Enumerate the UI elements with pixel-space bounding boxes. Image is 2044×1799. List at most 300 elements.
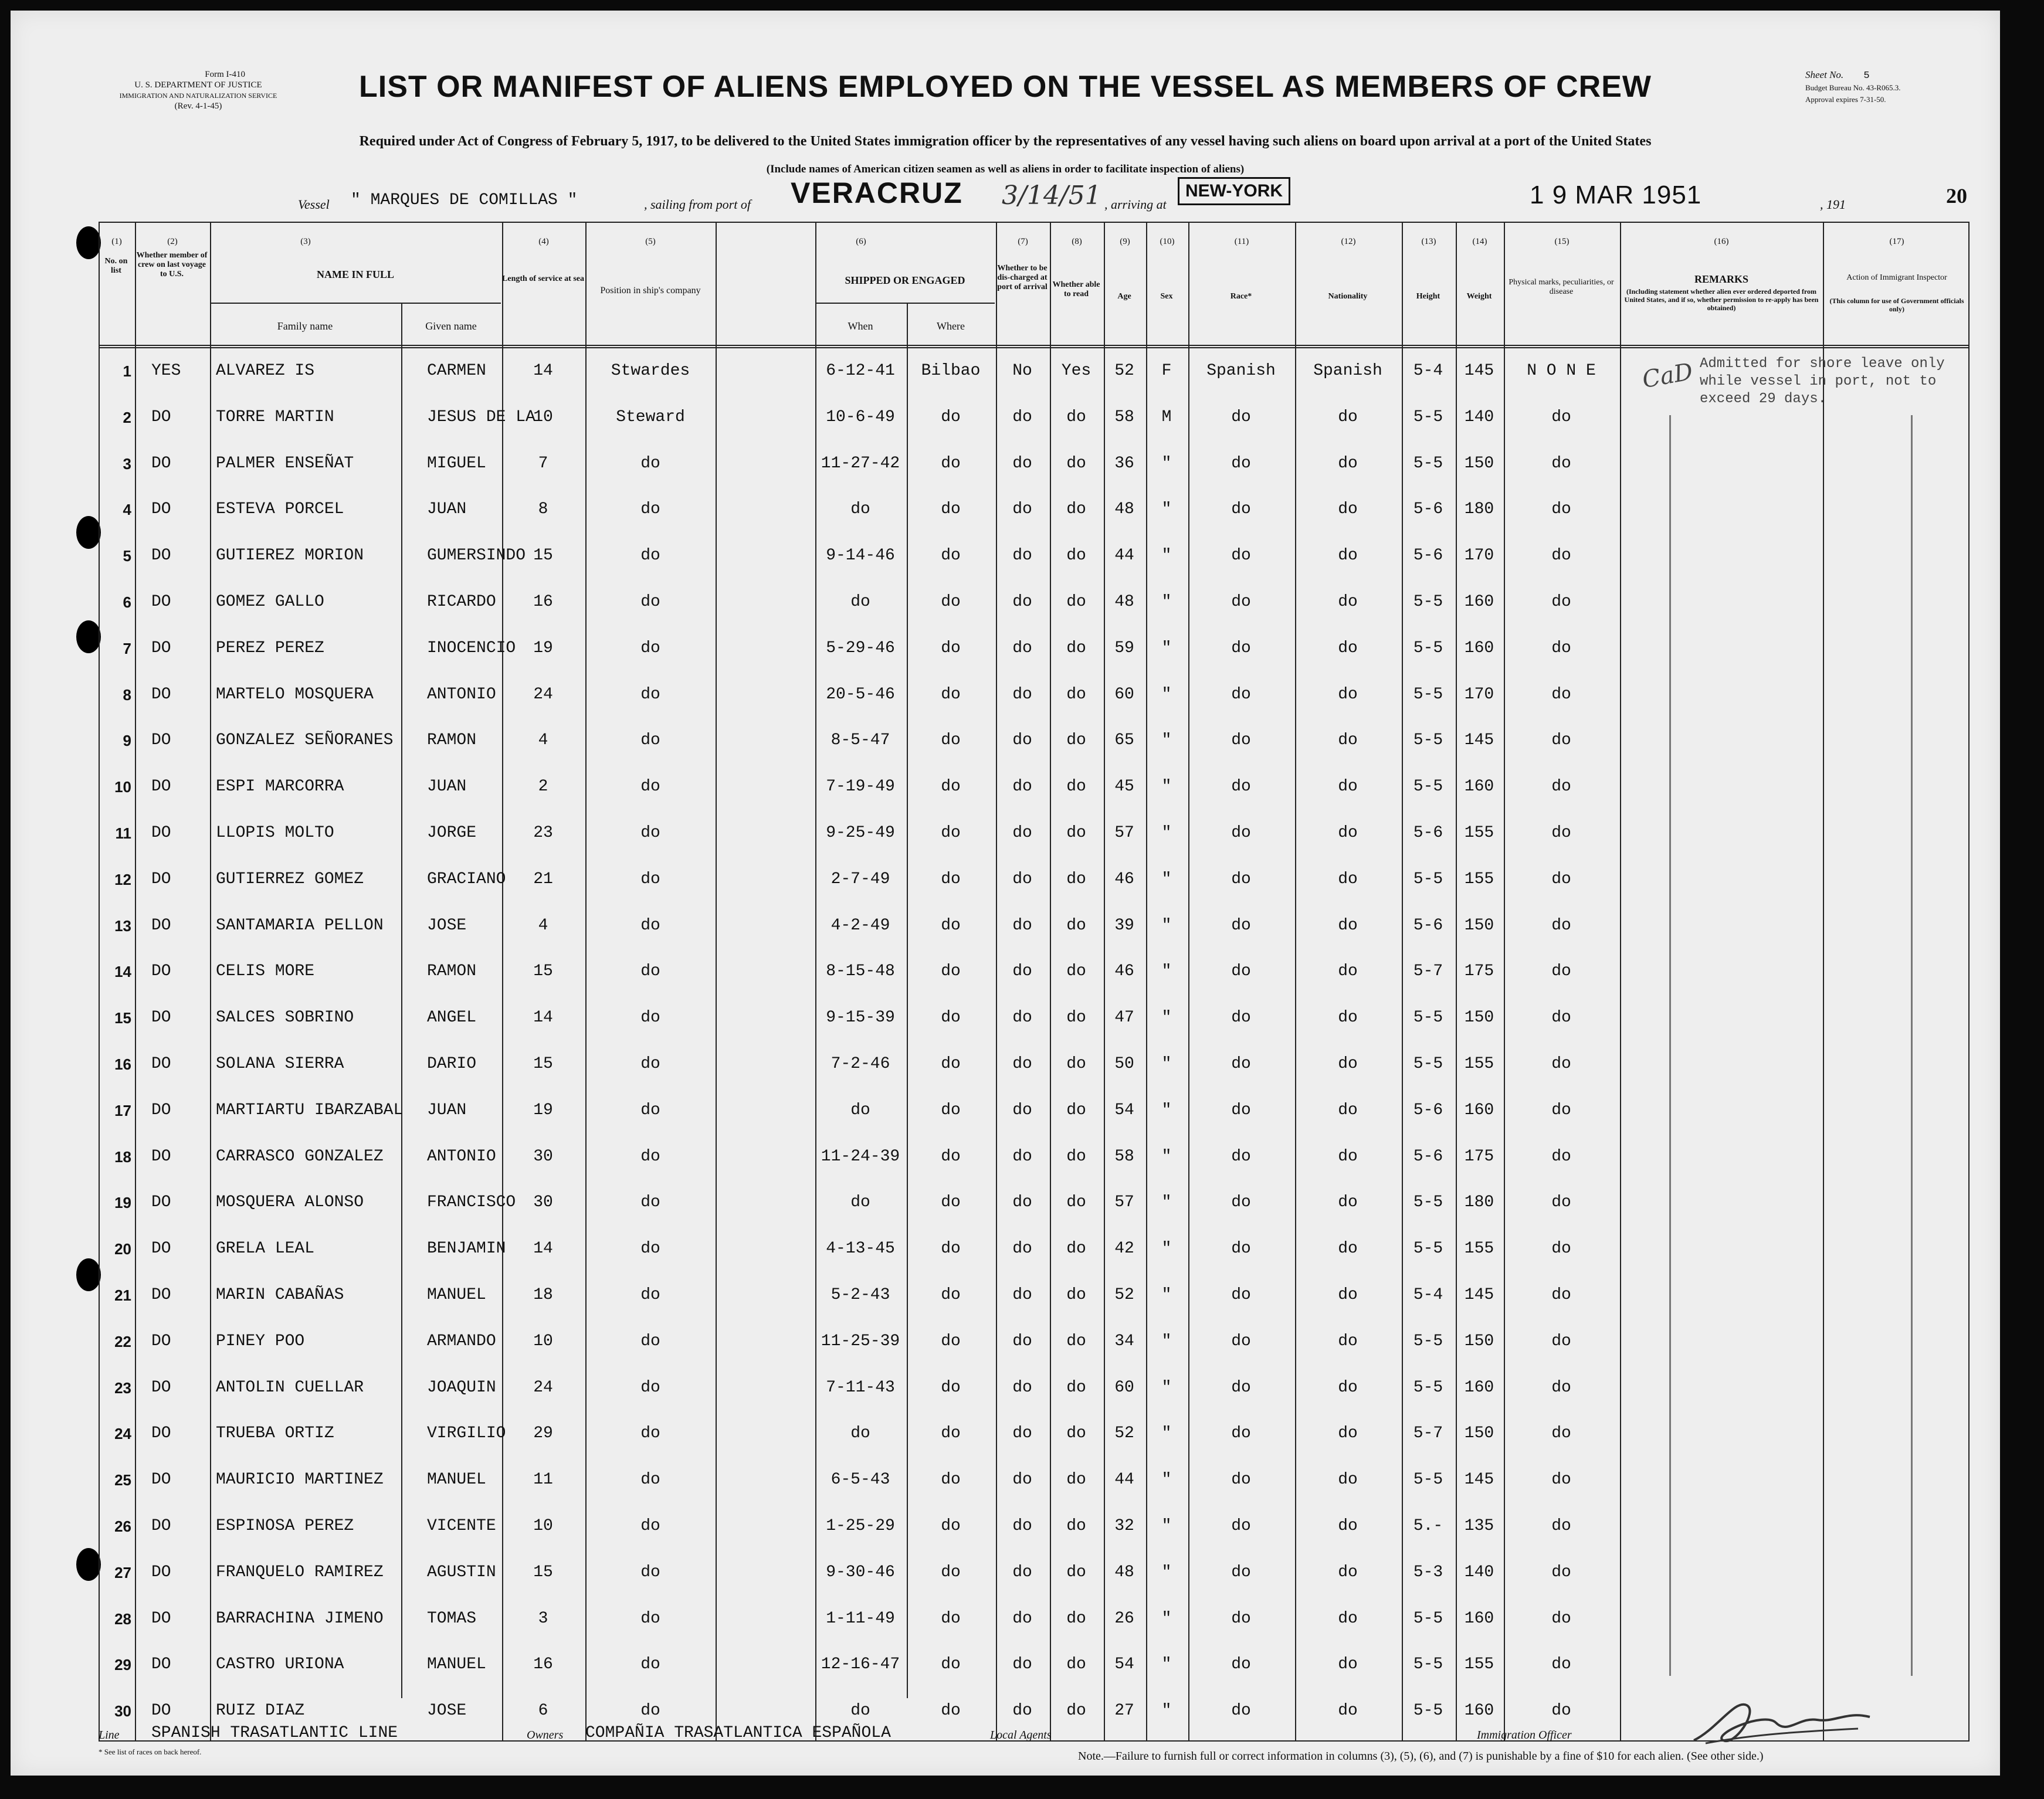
cell-sex: " xyxy=(1161,1655,1172,1674)
cell-disch: do xyxy=(1012,824,1032,842)
cell-where: Bilbao xyxy=(921,362,981,380)
cell-ht: 5-5 xyxy=(1413,593,1443,611)
cell-prev: DO xyxy=(151,500,171,519)
cell-sex: " xyxy=(1161,1517,1172,1535)
table-row xyxy=(99,996,1970,1040)
cell-sex: " xyxy=(1161,1702,1172,1720)
cell-phys: do xyxy=(1551,1286,1571,1304)
cell-sex: " xyxy=(1161,1240,1172,1258)
cell-pos: do xyxy=(640,1702,660,1720)
cell-pos: do xyxy=(640,1193,660,1212)
cell-nat: do xyxy=(1338,500,1358,519)
cell-where: do xyxy=(941,454,961,473)
cell-sex: " xyxy=(1161,1609,1172,1628)
cell-disch: No xyxy=(1012,362,1032,380)
cell-disch: do xyxy=(1012,916,1032,935)
cell-where: do xyxy=(941,1471,961,1489)
remarks-initials: CaD xyxy=(1640,358,1695,394)
cell-prev: DO xyxy=(151,962,171,981)
cell-sex: " xyxy=(1161,1424,1172,1443)
cell-phys: do xyxy=(1551,593,1571,611)
cell-nat: do xyxy=(1338,1286,1358,1304)
table-row xyxy=(99,1320,1970,1363)
cell-given: ANTONIO xyxy=(427,1147,496,1166)
cell-ht: 5-5 xyxy=(1413,408,1443,426)
cell-n: 25 xyxy=(114,1471,131,1489)
table-row xyxy=(99,1412,1970,1455)
cell-sex: " xyxy=(1161,454,1172,473)
cell-ht: 5-5 xyxy=(1413,1055,1443,1073)
cell-family: GONZALEZ SEÑORANES xyxy=(216,731,394,750)
cell-len: 10 xyxy=(533,1517,553,1535)
cell-age: 45 xyxy=(1114,778,1134,796)
cell-when: 1-11-49 xyxy=(826,1609,895,1628)
cell-len: 30 xyxy=(533,1147,553,1166)
cell-family: TORRE MARTIN xyxy=(216,408,334,426)
cell-read: do xyxy=(1066,731,1086,750)
hdr-when: When xyxy=(848,320,873,332)
cell-n: 26 xyxy=(114,1518,131,1535)
cell-n: 7 xyxy=(123,639,131,657)
hdr-race: Race* xyxy=(1230,292,1252,301)
cell-len: 14 xyxy=(533,1009,553,1027)
cell-pos: do xyxy=(640,1563,660,1581)
table-row xyxy=(99,1643,1970,1686)
cell-read: do xyxy=(1066,1517,1086,1535)
cell-prev: DO xyxy=(151,1702,171,1720)
cell-wt: 140 xyxy=(1464,1563,1494,1581)
cell-read: Yes xyxy=(1061,362,1092,380)
cell-prev: DO xyxy=(151,1424,171,1443)
cell-nat: do xyxy=(1338,1702,1358,1720)
cell-when: 20-5-46 xyxy=(826,685,895,704)
cell-len: 30 xyxy=(533,1193,553,1212)
cell-prev: DO xyxy=(151,870,171,888)
cell-nat: Spanish xyxy=(1313,362,1382,380)
cell-nat: do xyxy=(1338,916,1358,935)
hdr-given-name: Given name xyxy=(425,320,477,332)
cell-when: do xyxy=(850,1101,870,1119)
officer-signature xyxy=(1682,1688,1882,1758)
cell-ht: 5-5 xyxy=(1413,1193,1443,1212)
cell-prev: DO xyxy=(151,1378,171,1397)
sailing-label: , sailing from port of xyxy=(644,197,751,212)
cell-given: JUAN xyxy=(427,1101,467,1119)
cell-read: do xyxy=(1066,962,1086,981)
cell-ht: 5-4 xyxy=(1413,362,1443,380)
cell-len: 21 xyxy=(533,870,553,888)
cell-len: 19 xyxy=(533,639,553,657)
cell-read: do xyxy=(1066,1332,1086,1350)
cell-age: 48 xyxy=(1114,593,1134,611)
cell-wt: 160 xyxy=(1464,778,1494,796)
cell-disch: do xyxy=(1012,454,1032,473)
cell-wt: 150 xyxy=(1464,916,1494,935)
cell-race: do xyxy=(1231,1517,1251,1535)
hdr-where: Where xyxy=(937,320,965,332)
cell-len: 10 xyxy=(533,1332,553,1350)
cell-age: 48 xyxy=(1114,1563,1134,1581)
cell-sex: " xyxy=(1161,685,1172,704)
cell-len: 15 xyxy=(533,962,553,981)
cell-pos: do xyxy=(640,1147,660,1166)
cell-ht: 5-3 xyxy=(1413,1563,1443,1581)
hdr-member-prev: Whether member of crew on last voyage to U.S. xyxy=(136,251,208,279)
cell-age: 42 xyxy=(1114,1240,1134,1258)
cell-given: INOCENCIO xyxy=(427,639,516,657)
cell-when: 1-25-29 xyxy=(826,1517,895,1535)
cell-family: ANTOLIN CUELLAR xyxy=(216,1378,364,1397)
cell-pos: do xyxy=(640,547,660,565)
table-row xyxy=(99,1089,1970,1132)
cell-age: 65 xyxy=(1114,731,1134,750)
cell-disch: do xyxy=(1012,547,1032,565)
port-from-stamp: VERACRUZ xyxy=(791,176,963,209)
cell-len: 10 xyxy=(533,408,553,426)
cell-when: 12-16-47 xyxy=(821,1655,900,1674)
agents-label: Local Agents xyxy=(990,1729,1052,1742)
cell-where: do xyxy=(941,1332,961,1350)
cell-where: do xyxy=(941,593,961,611)
cell-disch: do xyxy=(1012,1563,1032,1581)
cell-disch: do xyxy=(1012,1101,1032,1119)
cell-family: MAURICIO MARTINEZ xyxy=(216,1471,384,1489)
cell-wt: 180 xyxy=(1464,500,1494,519)
hdr-action-sub: (This column for use of Government officials only) xyxy=(1829,297,1964,313)
cell-age: 60 xyxy=(1114,1378,1134,1397)
cell-prev: DO xyxy=(151,1147,171,1166)
hdr-weight: Weight xyxy=(1466,292,1492,301)
cell-len: 11 xyxy=(533,1471,553,1489)
cell-race: Spanish xyxy=(1206,362,1276,380)
table-row xyxy=(99,581,1970,624)
table-row xyxy=(99,765,1970,809)
races-note: * See list of races on back hereof. xyxy=(99,1747,202,1756)
cell-phys: do xyxy=(1551,1424,1571,1443)
cell-prev: DO xyxy=(151,1655,171,1674)
cell-disch: do xyxy=(1012,639,1032,657)
cell-phys: do xyxy=(1551,1517,1571,1535)
cell-read: do xyxy=(1066,1471,1086,1489)
cell-family: ESPI MARCORRA xyxy=(216,778,344,796)
cell-when: 6-5-43 xyxy=(831,1471,890,1489)
cell-when: 10-6-49 xyxy=(826,408,895,426)
cell-where: do xyxy=(941,1147,961,1166)
cell-wt: 150 xyxy=(1464,454,1494,473)
cell-sex: " xyxy=(1161,547,1172,565)
cell-disch: do xyxy=(1012,870,1032,888)
cell-given: ANGEL xyxy=(427,1009,477,1027)
cell-when: 9-25-49 xyxy=(826,824,895,842)
cell-n: 1 xyxy=(123,362,131,380)
cell-sex: M xyxy=(1161,408,1172,426)
table-row xyxy=(99,719,1970,762)
table-row xyxy=(99,627,1970,670)
cell-disch: do xyxy=(1012,1055,1032,1073)
cell-ht: 5-5 xyxy=(1413,685,1443,704)
cell-phys: do xyxy=(1551,408,1571,426)
cell-nat: do xyxy=(1338,639,1358,657)
cell-sex: " xyxy=(1161,1332,1172,1350)
table-row xyxy=(99,488,1970,531)
cell-pos: do xyxy=(640,824,660,842)
cell-n: 22 xyxy=(114,1332,131,1350)
cell-where: do xyxy=(941,1702,961,1720)
cell-n: 18 xyxy=(114,1148,131,1166)
cell-when: do xyxy=(850,1702,870,1720)
cell-disch: do xyxy=(1012,1378,1032,1397)
cell-given: JOAQUIN xyxy=(427,1378,496,1397)
cell-age: 26 xyxy=(1114,1609,1134,1628)
cell-family: MARIN CABAÑAS xyxy=(216,1286,344,1304)
cell-age: 60 xyxy=(1114,685,1134,704)
cell-family: MARTIARTU IBARZABAL xyxy=(216,1101,404,1119)
cell-len: 14 xyxy=(533,362,553,380)
column-number: (6) xyxy=(856,237,866,246)
cell-phys: do xyxy=(1551,500,1571,519)
cell-wt: 160 xyxy=(1464,593,1494,611)
cell-where: do xyxy=(941,1055,961,1073)
cell-when: 11-25-39 xyxy=(821,1332,900,1350)
cell-prev: DO xyxy=(151,1609,171,1628)
cell-given: AGUSTIN xyxy=(427,1563,496,1581)
cell-where: do xyxy=(941,685,961,704)
cell-when: 4-2-49 xyxy=(831,916,890,935)
table-row xyxy=(99,858,1970,901)
hdr-action: Action of Immigrant Inspector xyxy=(1846,273,1947,282)
cell-read: do xyxy=(1066,1240,1086,1258)
cell-read: do xyxy=(1066,1563,1086,1581)
cell-nat: do xyxy=(1338,870,1358,888)
cell-read: do xyxy=(1066,593,1086,611)
cell-len: 2 xyxy=(538,778,548,796)
cell-pos: do xyxy=(640,731,660,750)
cell-ht: 5-7 xyxy=(1413,962,1443,981)
cell-phys: do xyxy=(1551,870,1571,888)
cell-read: do xyxy=(1066,1101,1086,1119)
cell-sex: " xyxy=(1161,778,1172,796)
cell-nat: do xyxy=(1338,408,1358,426)
cell-age: 58 xyxy=(1114,1147,1134,1166)
cell-nat: do xyxy=(1338,1240,1358,1258)
cell-when: 11-27-42 xyxy=(821,454,900,473)
cell-family: CARRASCO GONZALEZ xyxy=(216,1147,384,1166)
cell-disch: do xyxy=(1012,1424,1032,1443)
cell-len: 24 xyxy=(533,685,553,704)
cell-family: SOLANA SIERRA xyxy=(216,1055,344,1073)
cell-sex: " xyxy=(1161,1471,1172,1489)
shipped-subrule xyxy=(815,303,995,304)
hdr-remarks: REMARKS xyxy=(1694,273,1748,285)
line-label: Line xyxy=(99,1729,120,1742)
cell-phys: do xyxy=(1551,1702,1571,1720)
cell-prev: DO xyxy=(151,454,171,473)
cell-age: 58 xyxy=(1114,408,1134,426)
cell-wt: 160 xyxy=(1464,1378,1494,1397)
cell-prev: DO xyxy=(151,593,171,611)
cell-when: 8-5-47 xyxy=(831,731,890,750)
cell-disch: do xyxy=(1012,1147,1032,1166)
cell-nat: do xyxy=(1338,685,1358,704)
cell-when: 5-29-46 xyxy=(826,639,895,657)
column-number: (9) xyxy=(1120,237,1130,246)
owners-value: COMPAÑIA TRASATLANTICA ESPAÑOLA xyxy=(585,1724,891,1742)
punch-hole xyxy=(76,620,101,653)
table-row xyxy=(99,904,1970,948)
column-number: (16) xyxy=(1714,237,1729,246)
cell-age: 44 xyxy=(1114,1471,1134,1489)
cell-ht: 5-5 xyxy=(1413,870,1443,888)
cell-age: 39 xyxy=(1114,916,1134,935)
cell-race: do xyxy=(1231,1240,1251,1258)
cell-family: GUTIEREZ MORION xyxy=(216,547,364,565)
cell-nat: do xyxy=(1338,1655,1358,1674)
cell-read: do xyxy=(1066,870,1086,888)
hdr-length: Length of service at sea xyxy=(502,274,584,283)
cell-given: MANUEL xyxy=(427,1471,486,1489)
cell-n: 28 xyxy=(114,1610,131,1628)
cell-wt: 150 xyxy=(1464,1009,1494,1027)
cell-given: ANTONIO xyxy=(427,685,496,704)
cell-race: do xyxy=(1231,1009,1251,1027)
line-value: SPANISH TRASATLANTIC LINE xyxy=(151,1724,398,1742)
cell-prev: DO xyxy=(151,408,171,426)
cell-len: 16 xyxy=(533,593,553,611)
cell-given: VICENTE xyxy=(427,1517,496,1535)
manifest-table xyxy=(99,222,1970,1740)
cell-read: do xyxy=(1066,1286,1086,1304)
cell-sex: " xyxy=(1161,1009,1172,1027)
cell-prev: DO xyxy=(151,1332,171,1350)
column-number: (1) xyxy=(111,237,122,246)
cell-len: 18 xyxy=(533,1286,553,1304)
sheet-label: Sheet No. xyxy=(1805,69,1844,80)
cell-read: do xyxy=(1066,547,1086,565)
cell-prev: DO xyxy=(151,778,171,796)
cell-pos: do xyxy=(640,870,660,888)
cell-phys: do xyxy=(1551,547,1571,565)
cell-n: 10 xyxy=(114,778,131,796)
cell-given: MIGUEL xyxy=(427,454,486,473)
cell-family: GOMEZ GALLO xyxy=(216,593,324,611)
cell-when: 7-19-49 xyxy=(826,778,895,796)
cell-read: do xyxy=(1066,1009,1086,1027)
cell-pos: do xyxy=(640,1424,660,1443)
cell-family: PALMER ENSEÑAT xyxy=(216,454,354,473)
cell-prev: DO xyxy=(151,1517,171,1535)
cell-prev: DO xyxy=(151,1055,171,1073)
table-row xyxy=(99,812,1970,855)
cell-disch: do xyxy=(1012,1609,1032,1628)
sail-date: 3/14/51 xyxy=(1002,181,1101,211)
cell-family: SANTAMARIA PELLON xyxy=(216,916,384,935)
cell-pos: do xyxy=(640,500,660,519)
cell-wt: 155 xyxy=(1464,870,1494,888)
cell-wt: 145 xyxy=(1464,1471,1494,1489)
cell-len: 3 xyxy=(538,1609,548,1628)
year-suffix: , 191 xyxy=(1820,197,1846,212)
fine-note: Note.—Failure to furnish full or correct information in columns (3), (5), (6), and (7) is punishable by a fine of $10 for each alien. (See other side.) xyxy=(1078,1750,1764,1763)
cell-given: BENJAMIN xyxy=(427,1240,506,1258)
cell-race: do xyxy=(1231,1563,1251,1581)
cell-wt: 175 xyxy=(1464,962,1494,981)
cell-ht: 5-4 xyxy=(1413,1286,1443,1304)
cell-when: 11-24-39 xyxy=(821,1147,900,1166)
cell-pos: do xyxy=(640,916,660,935)
cell-nat: do xyxy=(1338,1009,1358,1027)
column-number: (5) xyxy=(645,237,656,246)
cell-nat: do xyxy=(1338,962,1358,981)
cell-race: do xyxy=(1231,1378,1251,1397)
cell-ht: 5-5 xyxy=(1413,1009,1443,1027)
cell-where: do xyxy=(941,731,961,750)
cell-wt: 160 xyxy=(1464,1609,1494,1628)
cell-when: 9-30-46 xyxy=(826,1563,895,1581)
cell-race: do xyxy=(1231,1655,1251,1674)
cell-n: 17 xyxy=(114,1101,131,1119)
cell-where: do xyxy=(941,916,961,935)
column-number: (2) xyxy=(167,237,178,246)
cell-sex: F xyxy=(1161,362,1172,380)
cell-where: do xyxy=(941,1009,961,1027)
cell-phys: do xyxy=(1551,685,1571,704)
footer xyxy=(99,1724,1970,1764)
cell-wt: 150 xyxy=(1464,1332,1494,1350)
cell-family: ALVAREZ IS xyxy=(216,362,315,380)
cell-n: 4 xyxy=(123,501,131,519)
cell-given: MANUEL xyxy=(427,1655,486,1674)
cell-nat: do xyxy=(1338,1424,1358,1443)
cell-race: do xyxy=(1231,547,1251,565)
hdr-position: Position in ship's company xyxy=(600,286,701,296)
cell-disch: do xyxy=(1012,1702,1032,1720)
cell-when: 9-14-46 xyxy=(826,547,895,565)
cell-pos: do xyxy=(640,778,660,796)
cell-disch: do xyxy=(1012,685,1032,704)
hdr-read: Whether able to read xyxy=(1052,280,1100,298)
page-title: LIST OR MANIFEST OF ALIENS EMPLOYED ON THE VESSEL AS MEMBERS OF CREW xyxy=(359,70,1652,104)
cell-family: SALCES SOBRINO xyxy=(216,1009,354,1027)
cell-given: RAMON xyxy=(427,731,477,750)
cell-where: do xyxy=(941,870,961,888)
cell-nat: do xyxy=(1338,1517,1358,1535)
cell-disch: do xyxy=(1012,962,1032,981)
cell-family: ESTEVA PORCEL xyxy=(216,500,344,519)
cell-n: 2 xyxy=(123,408,131,426)
cell-where: do xyxy=(941,408,961,426)
cell-ht: 5-5 xyxy=(1413,1240,1443,1258)
cell-ht: 5-5 xyxy=(1413,1332,1443,1350)
cell-n: 8 xyxy=(123,685,131,704)
table-row xyxy=(99,534,1970,578)
table-row xyxy=(99,1505,1970,1548)
cell-wt: 145 xyxy=(1464,362,1494,380)
cell-n: 14 xyxy=(114,963,131,981)
cell-given: DARIO xyxy=(427,1055,477,1073)
cell-ht: 5-5 xyxy=(1413,1609,1443,1628)
cell-age: 34 xyxy=(1114,1332,1134,1350)
cell-given: JESUS DE LA xyxy=(427,408,535,426)
cell-n: 21 xyxy=(114,1287,131,1304)
cell-given: JORGE xyxy=(427,824,477,842)
cell-when: 4-13-45 xyxy=(826,1240,895,1258)
pencil-ditto-line xyxy=(1669,415,1671,1676)
cell-pos: Steward xyxy=(616,408,685,426)
cell-n: 11 xyxy=(115,824,131,842)
approval: Approval expires 7-31-50. xyxy=(1805,95,1886,104)
cell-prev: DO xyxy=(151,639,171,657)
cell-disch: do xyxy=(1012,1471,1032,1489)
